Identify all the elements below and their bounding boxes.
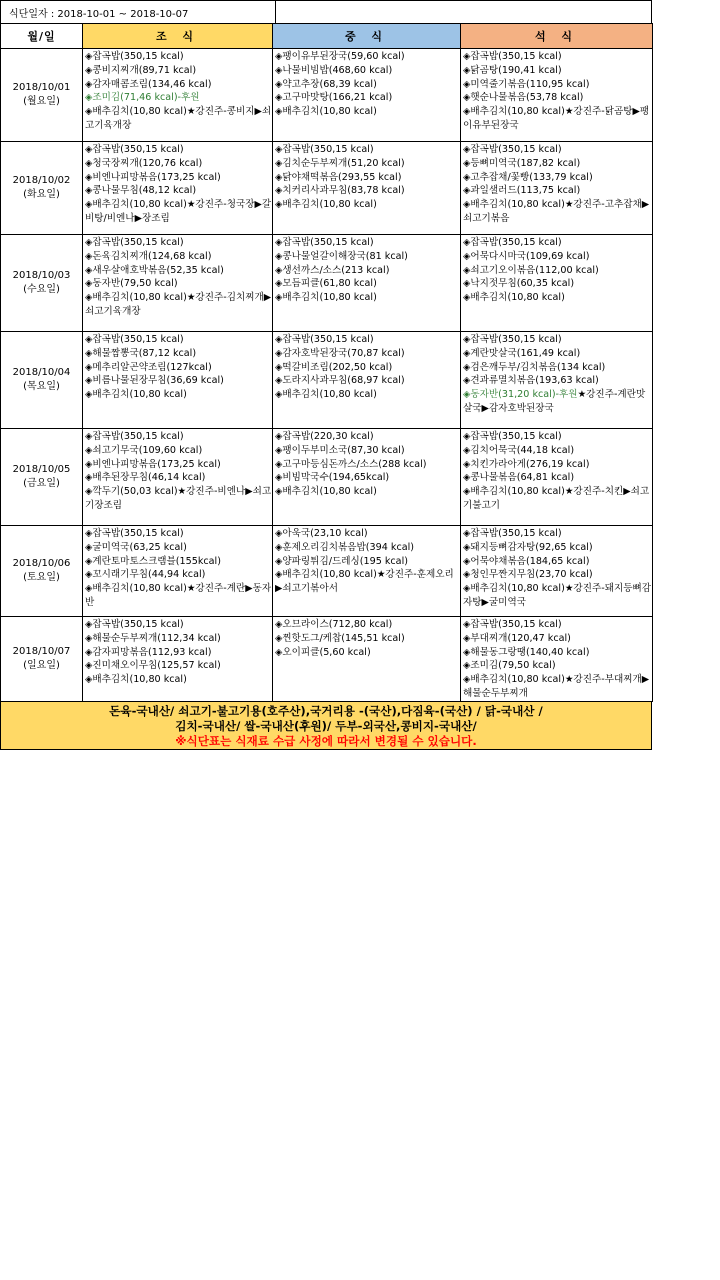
menu-item — [463, 374, 652, 388]
menu-item — [275, 184, 460, 198]
menu-item-text: ◈부대찌개(120,47 kcal) — [463, 632, 571, 644]
day-row — [1, 332, 653, 429]
day-date-cell — [1, 142, 83, 235]
menu-item-text: ◈아욱국(23,10 kcal) — [275, 528, 368, 539]
menu-item — [85, 361, 272, 375]
menu-item — [85, 250, 272, 264]
menu-item-text: ◈배추김치(10,80 kcal) — [85, 674, 187, 686]
menu-item-text: ◈모듬피클(61,80 kcal) — [275, 278, 377, 290]
day-date: 2018/10/05 — [12, 464, 71, 475]
menu-item — [463, 485, 652, 513]
menu-item-text: ◈계란맛살국(161,49 kcal) — [463, 347, 581, 359]
period-label: 식단일자 — [9, 9, 48, 20]
menu-item — [463, 430, 652, 444]
menu-item-text: ◈잡곡밥(350,15 kcal) — [463, 528, 562, 539]
day-row — [1, 617, 653, 702]
menu-item-text: ◈치커리사과무침(83,78 kcal) — [275, 185, 405, 197]
menu-item-text: ◈배추김치(10,80 kcal)★강진주-닭곰탕▶팽이유부된장국 — [463, 106, 650, 131]
menu-item — [275, 171, 460, 185]
menu-item-text: ◈배추김치(10,80 kcal)★강진주-김치찌개▶쇠고기육개장 — [85, 292, 272, 317]
menu-item — [85, 157, 272, 171]
menu-item-text: ◈김치순두부찌개(51,20 kcal) — [275, 157, 405, 169]
menu-item — [463, 184, 652, 198]
dinner-menu-cell — [461, 142, 653, 235]
menu-item — [275, 527, 460, 541]
breakfast-menu-cell — [83, 429, 273, 526]
menu-item-text: ◈도라지사과무침(68,97 kcal) — [275, 375, 405, 387]
menu-item — [85, 471, 272, 485]
day-date: 2018/10/03 — [12, 270, 71, 281]
menu-item — [85, 143, 272, 157]
menu-item — [463, 250, 652, 264]
menu-item-text: ◈깍두기(50,03 kcal)★강진주-비엔나▶쇠고기장조림 — [85, 486, 272, 511]
menu-item — [85, 527, 272, 541]
menu-item-text: ◈배추김치(10,80 kcal) — [463, 292, 565, 304]
day-date-cell — [1, 617, 83, 702]
menu-item-text: ◈조미김(71,46 kcal)-후원 — [85, 92, 200, 104]
menu-item — [275, 568, 460, 596]
menu-item — [85, 485, 272, 513]
menu-item-text: ◈팽이두부미소국(87,30 kcal) — [275, 444, 405, 456]
menu-item — [85, 582, 272, 610]
header-date: 월/일 — [1, 24, 83, 49]
lunch-menu-cell — [273, 235, 461, 332]
menu-item-text: ◈어묵다시마국(109,69 kcal) — [463, 250, 590, 262]
menu-item-text: ◈배추김치(10,80 kcal) — [275, 199, 377, 211]
menu-item — [275, 632, 460, 646]
day-date-cell — [1, 235, 83, 332]
menu-item-text: ◈과일샐러드(113,75 kcal) — [463, 185, 581, 197]
menu-item — [275, 277, 460, 291]
origin-footer — [0, 702, 652, 750]
menu-item — [463, 333, 652, 347]
breakfast-menu-cell — [83, 332, 273, 429]
menu-item-text: ◈잡곡밥(220,30 kcal) — [275, 431, 374, 442]
menu-item — [463, 347, 652, 361]
menu-item-text: ◈배추김치(10,80 kcal)★강진주-계란▶동자반 — [85, 583, 272, 608]
dinner-menu-cell — [461, 332, 653, 429]
menu-item-text: ◈콩나물무침(48,12 kcal) — [85, 185, 197, 197]
menu-item-text: ◈진미채오이무침(125,57 kcal) — [85, 660, 221, 672]
menu-item — [275, 291, 460, 305]
menu-item — [85, 444, 272, 458]
menu-item — [85, 646, 272, 660]
menu-item-text: ◈잡곡밥(350,15 kcal) — [85, 237, 184, 248]
menu-item — [463, 105, 652, 133]
menu-item-text: ◈비엔나피망볶음(173,25 kcal) — [85, 458, 221, 470]
menu-item-text: ◈훈제오리김치볶음밥(394 kcal) — [275, 541, 415, 553]
menu-item — [463, 527, 652, 541]
menu-item-text: ◈비빔막국수(194,65kcal) — [275, 472, 390, 484]
menu-item-text: ◈약고추장(68,39 kcal) — [275, 78, 377, 90]
header-row — [1, 24, 653, 49]
menu-item — [463, 582, 652, 610]
menu-item — [463, 50, 652, 64]
menu-item-text: ◈낙지젓무침(60,35 kcal) — [463, 278, 575, 290]
header-lunch: 중 식 — [273, 24, 461, 49]
menu-item-text: ◈잡곡밥(350,15 kcal) — [463, 431, 562, 442]
lunch-menu-cell — [273, 617, 461, 702]
menu-item-text: ◈닭야채떡볶음(293,55 kcal) — [275, 171, 402, 183]
menu-item-text: ◈검은깨두부/김치볶음(134 kcal) — [463, 361, 606, 373]
menu-item — [275, 236, 460, 250]
menu-item-text: ◈비엔나피망볶음(173,25 kcal) — [85, 171, 221, 183]
menu-item-text: ◈메추리알곤약조림(127kcal) — [85, 361, 212, 373]
menu-item — [85, 277, 272, 291]
menu-item — [85, 78, 272, 92]
menu-item-text: ◈콩나물얼갈이해장국(81 kcal) — [275, 250, 408, 262]
menu-item-text: ◈배추김치(10,80 kcal)★강진주-훈제오리▶쇠고기볶아서 — [275, 569, 454, 595]
menu-item-text: ◈견과류멸치볶음(193,63 kcal) — [463, 375, 599, 387]
day-date-cell — [1, 429, 83, 526]
menu-item — [275, 333, 460, 347]
day-of-week: (토요일) — [23, 572, 60, 583]
menu-item-text: ◈햇순나물볶음(53,78 kcal) — [463, 92, 584, 104]
menu-item-text: ◈동자반(79,50 kcal) — [85, 278, 178, 290]
menu-item-text: ◈배추김치(10,80 kcal) — [85, 389, 187, 401]
menu-item — [85, 291, 272, 319]
menu-item-text: ◈비름나물된장무침(36,69 kcal) — [85, 375, 224, 387]
menu-item-text: ◈해물순두부찌개(112,34 kcal) — [85, 632, 221, 644]
menu-item — [275, 143, 460, 157]
menu-item — [463, 618, 652, 632]
menu-item — [275, 430, 460, 444]
menu-item-text: ◈배추김치(10,80 kcal) — [275, 106, 377, 118]
dinner-menu-cell — [461, 49, 653, 142]
menu-item — [463, 277, 652, 291]
menu-item — [85, 673, 272, 687]
menu-item — [85, 171, 272, 185]
menu-item — [463, 444, 652, 458]
breakfast-menu-cell — [83, 617, 273, 702]
menu-item — [275, 471, 460, 485]
origin-line-2: 김치-국내산/ 쌀-국내산(후원)/ 두부-외국산,콩비지-국내산/ — [175, 718, 477, 733]
menu-item-text: ◈감자호박된장국(70,87 kcal) — [275, 347, 405, 359]
menu-item-text: ◈해물동그랑땡(140,40 kcal) — [463, 646, 590, 658]
menu-item — [85, 236, 272, 250]
menu-item-text: ◈팽이유부된장국(59,60 kcal) — [275, 51, 405, 62]
menu-item — [463, 64, 652, 78]
dinner-menu-cell — [461, 235, 653, 332]
menu-item-text: ◈배추김치(10,80 kcal)★강진주-고추잡채▶쇠고기볶음 — [463, 199, 650, 224]
menu-item-text: ◈감자매콤조림(134,46 kcal) — [85, 78, 212, 90]
menu-item — [275, 347, 460, 361]
lunch-menu-cell — [273, 142, 461, 235]
menu-item-text: ◈동자반(31,20 kcal)-후원 — [463, 389, 578, 401]
menu-item — [463, 673, 652, 701]
menu-item-text: ◈잡곡밥(350,15 kcal) — [85, 528, 184, 539]
menu-item-text: ◈청인무짠지무침(23,70 kcal) — [463, 569, 593, 581]
header-dinner: 석 식 — [461, 24, 653, 49]
menu-item-text: ◈잡곡밥(350,15 kcal) — [463, 619, 562, 630]
menu-item — [85, 555, 272, 569]
menu-item — [85, 430, 272, 444]
menu-item — [463, 361, 652, 375]
menu-item-text: ◈잡곡밥(350,15 kcal) — [85, 144, 184, 155]
menu-item-text: ◈배추김치(10,80 kcal)★강진주-청국장▶갈비탕/비엔나▶장조림 — [85, 199, 272, 224]
menu-item — [85, 64, 272, 78]
origin-line-1: 돈육-국내산/ 쇠고기-불고기용(호주산),국거리용 -(국산),다짐육-(국산) / 닭-국내산 / — [109, 703, 543, 718]
menu-item-text: ◈잡곡밥(350,15 kcal) — [85, 619, 184, 630]
day-of-week: (금요일) — [23, 478, 60, 489]
menu-item — [463, 91, 652, 105]
menu-item-text: ◈어묵야채볶음(184,65 kcal) — [463, 555, 590, 567]
menu-item — [463, 143, 652, 157]
menu-item-text: ◈배추된장무침(46,14 kcal) — [85, 472, 206, 484]
menu-item — [463, 471, 652, 485]
menu-item — [275, 250, 460, 264]
menu-item — [463, 236, 652, 250]
menu-item-text: ◈고구마맛탕(166,21 kcal) — [275, 92, 393, 104]
menu-item — [463, 632, 652, 646]
menu-item — [85, 374, 272, 388]
menu-item-text: ◈새우살애호박볶음(52,35 kcal) — [85, 264, 224, 276]
menu-item-text: ◈해물짬뽕국(87,12 kcal) — [85, 347, 197, 359]
menu-item-text: ◈콩나물볶음(64,81 kcal) — [463, 472, 575, 484]
menu-item-text: ◈조미김(79,50 kcal) — [463, 660, 556, 672]
menu-item-text: ◈잡곡밥(350,15 kcal) — [463, 237, 562, 248]
menu-item-text: ◈잡곡밥(350,15 kcal) — [463, 51, 562, 62]
day-date-cell — [1, 526, 83, 617]
day-date: 2018/10/02 — [12, 175, 71, 186]
dinner-menu-cell — [461, 526, 653, 617]
dinner-menu-cell — [461, 429, 653, 526]
menu-item — [85, 618, 272, 632]
menu-item-text: ◈떡갈비조림(202,50 kcal) — [275, 361, 393, 373]
menu-item — [275, 64, 460, 78]
menu-item-text: ◈김치어묵국(44,18 kcal) — [463, 444, 575, 456]
menu-item-text: ◈닭곰탕(190,41 kcal) — [463, 64, 562, 76]
menu-item — [85, 458, 272, 472]
menu-item-text: ◈감자피망볶음(112,93 kcal) — [85, 646, 212, 658]
menu-item-text: ◈돼지등뼈감자탕(92,65 kcal) — [463, 541, 593, 553]
menu-item-text: ◈미역줄기볶음(110,95 kcal) — [463, 78, 590, 90]
header-breakfast: 조 식 — [83, 24, 273, 49]
menu-item-text: ◈오므라이스(712,80 kcal) — [275, 619, 393, 630]
menu-item — [463, 568, 652, 582]
menu-item-text: ◈청국장찌개(120,76 kcal) — [85, 157, 203, 169]
change-notice: ※식단표는 식재료 수급 사정에 따라서 변경될 수 있습니다. — [175, 733, 477, 748]
menu-item-text: ◈찐핫도그/케찹(145,51 kcal) — [275, 632, 405, 644]
menu-item-text: ◈치킨가라아게(276,19 kcal) — [463, 458, 590, 470]
menu-item — [85, 50, 272, 64]
breakfast-menu-cell — [83, 49, 273, 142]
menu-item-text: ◈생선까스/소스(213 kcal) — [275, 264, 390, 276]
menu-item — [463, 388, 652, 416]
menu-item — [275, 91, 460, 105]
menu-item-text: ◈배추김치(10,80 kcal) — [275, 292, 377, 304]
day-of-week: (일요일) — [23, 659, 60, 671]
menu-item-text: ◈콩비지찌개(89,71 kcal) — [85, 64, 197, 76]
menu-item — [275, 198, 460, 212]
menu-item-text: ◈잡곡밥(350,15 kcal) — [85, 431, 184, 442]
menu-item — [275, 374, 460, 388]
menu-item — [85, 347, 272, 361]
day-date: 2018/10/06 — [12, 558, 71, 569]
period-range: 2018-10-01 ~ 2018-10-07 — [57, 9, 189, 20]
menu-item-text: ◈나물비빔밥(468,60 kcal) — [275, 64, 393, 76]
day-of-week: (수요일) — [23, 284, 60, 295]
menu-item — [85, 632, 272, 646]
menu-body — [1, 49, 653, 702]
breakfast-menu-cell — [83, 142, 273, 235]
menu-item — [275, 541, 460, 555]
day-date: 2018/10/01 — [12, 82, 71, 93]
menu-item — [275, 50, 460, 64]
lunch-menu-cell — [273, 429, 461, 526]
menu-item — [85, 105, 272, 133]
menu-item — [85, 264, 272, 278]
menu-item-text: ◈쇠고기오이볶음(112,00 kcal) — [463, 264, 599, 276]
menu-item-text: ◈양파링튀김/드레싱(195 kcal) — [275, 555, 408, 567]
day-row — [1, 526, 653, 617]
lunch-menu-cell — [273, 332, 461, 429]
menu-item — [85, 388, 272, 402]
menu-item-text: ◈오이피클(5,60 kcal) — [275, 646, 371, 658]
day-date-cell — [1, 332, 83, 429]
day-row — [1, 49, 653, 142]
menu-item-text: ◈잡곡밥(350,15 kcal) — [275, 334, 374, 345]
menu-item-text: ◈돈육김치찌개(124,68 kcal) — [85, 250, 212, 262]
menu-item — [463, 458, 652, 472]
menu-item-text: ◈배추김치(10,80 kcal)★강진주-콩비지▶쇠고기육개장 — [85, 106, 272, 131]
menu-item-text: ◈잡곡밥(350,15 kcal) — [463, 144, 562, 155]
menu-item — [85, 568, 272, 582]
menu-item-text: ◈배추김치(10,80 kcal) — [275, 389, 377, 401]
menu-item — [463, 264, 652, 278]
menu-item-note: ★강진주-계란맛살국▶감자호박된장국 — [463, 389, 646, 414]
day-of-week: (월요일) — [23, 96, 60, 107]
period-row: 식단일자 : 2018-10-01 ~ 2018-10-07 — [0, 0, 652, 23]
menu-item-text: ◈배추김치(10,80 kcal) — [275, 486, 377, 498]
day-row — [1, 429, 653, 526]
menu-item — [463, 555, 652, 569]
day-date: 2018/10/04 — [12, 367, 71, 378]
day-of-week: (목요일) — [23, 381, 60, 392]
day-date-cell — [1, 49, 83, 142]
menu-table — [0, 23, 653, 702]
menu-item-text: ◈잡곡밥(350,15 kcal) — [275, 237, 374, 248]
menu-item — [275, 388, 460, 402]
menu-item-text: ◈잡곡밥(350,15 kcal) — [463, 334, 562, 345]
menu-item — [275, 78, 460, 92]
breakfast-menu-cell — [83, 235, 273, 332]
menu-item — [463, 157, 652, 171]
menu-item — [463, 171, 652, 185]
menu-item — [275, 555, 460, 569]
menu-item — [275, 485, 460, 499]
day-of-week: (화요일) — [23, 189, 60, 200]
menu-item — [463, 291, 652, 305]
menu-item-text: ◈등뼈미역국(187,82 kcal) — [463, 157, 581, 169]
dinner-menu-cell — [461, 617, 653, 702]
menu-item-text: ◈고추잡채/꽃빵(133,79 kcal) — [463, 171, 593, 183]
lunch-menu-cell — [273, 526, 461, 617]
menu-item-text: ◈굴미역국(63,25 kcal) — [85, 541, 187, 553]
menu-item — [275, 264, 460, 278]
menu-item — [275, 458, 460, 472]
menu-item-text: ◈계란토마토스크램블(155kcal) — [85, 555, 221, 567]
breakfast-menu-cell — [83, 526, 273, 617]
menu-item-text: ◈잡곡밥(350,15 kcal) — [275, 144, 374, 155]
menu-item — [85, 198, 272, 226]
menu-item — [85, 541, 272, 555]
menu-item-text: ◈배추김치(10,80 kcal)★강진주-부대찌개▶해물순두부찌개 — [463, 674, 650, 699]
menu-item — [463, 646, 652, 660]
menu-item — [275, 361, 460, 375]
menu-item — [275, 444, 460, 458]
menu-item — [463, 541, 652, 555]
day-row — [1, 235, 653, 332]
menu-item-text: ◈고구마등심돈까스/소스(288 kcal) — [275, 458, 427, 470]
menu-item — [275, 646, 460, 660]
menu-item — [275, 618, 460, 632]
day-date: 2018/10/07 — [12, 645, 71, 657]
menu-item-text: ◈잡곡밥(350,15 kcal) — [85, 334, 184, 345]
menu-item-text: ◈꼬시래기무침(44,94 kcal) — [85, 569, 206, 581]
menu-item — [463, 198, 652, 226]
lunch-menu-cell — [273, 49, 461, 142]
menu-item — [85, 91, 272, 105]
menu-item — [85, 659, 272, 673]
menu-item-text: ◈쇠고기무국(109,60 kcal) — [85, 444, 203, 456]
menu-item — [275, 157, 460, 171]
menu-item-text: ◈배추김치(10,80 kcal)★강진주-돼지등뼈감자탕▶굴미역국 — [463, 583, 652, 608]
menu-item-text: ◈배추김치(10,80 kcal)★강진주-치킨▶쇠고기불고기 — [463, 486, 650, 511]
menu-item — [275, 105, 460, 119]
menu-item — [463, 659, 652, 673]
day-row — [1, 142, 653, 235]
menu-item — [85, 184, 272, 198]
menu-item — [85, 333, 272, 347]
menu-item-text: ◈잡곡밥(350,15 kcal) — [85, 51, 184, 62]
menu-item — [463, 78, 652, 92]
